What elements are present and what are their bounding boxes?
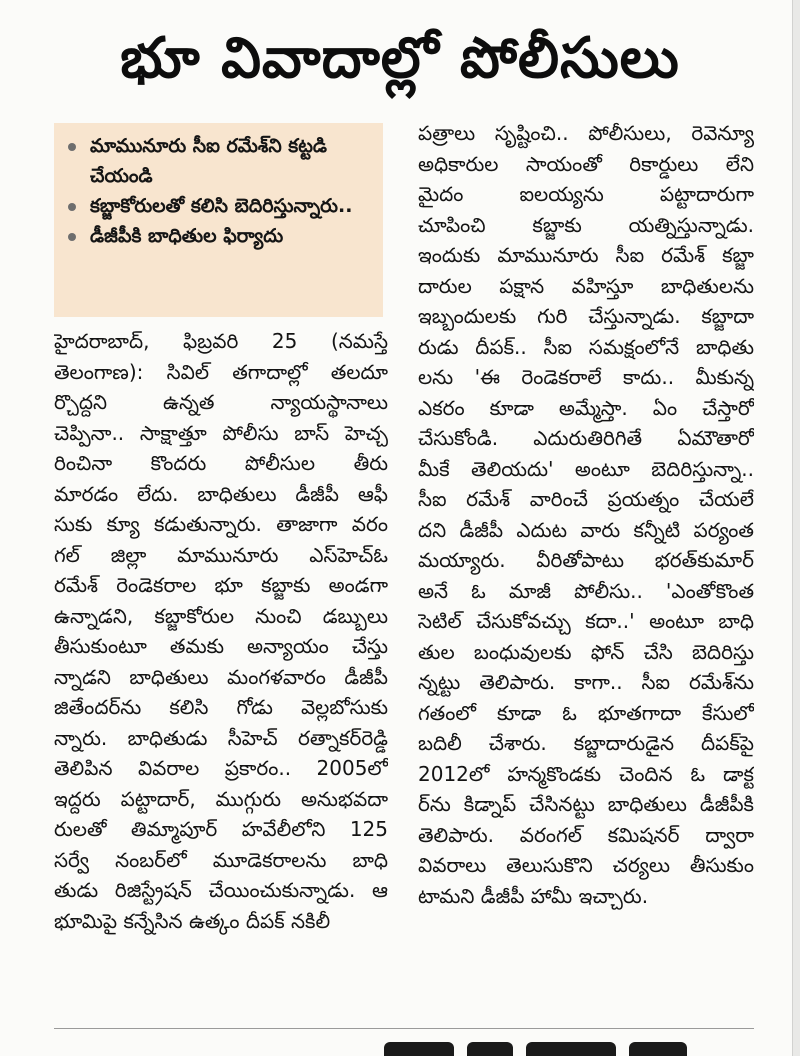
text-line: ఇద్దరు పట్టాదార్, ముగ్గురు అనుభవదా — [54, 786, 388, 811]
text-line: అధికారుల సాయంతో రికార్డులు లేని — [418, 151, 754, 176]
article-headline: భూ వివాదాల్లో పోలీసులు — [120, 26, 680, 91]
article-body-right-column — [418, 118, 754, 911]
text-line: గతంలో కూడా ఓ భూతగాదా కేసులో — [418, 700, 754, 725]
highlight-text: డీజీపీకి బాధితుల ఫిర్యాదు — [90, 225, 284, 247]
text-line: గల్ జిల్లా మామునూరు ఎస్‌హెచ్‌ఓ — [54, 542, 388, 567]
text-line: చెప్పినా.. సాక్షాత్తూ పోలీసు బాస్ హెచ్చ — [54, 420, 388, 445]
text-line: తెలిపారు. వరంగల్ కమిషనర్ ద్వారా — [418, 822, 754, 847]
highlight-item — [66, 131, 373, 191]
text-line: మైదం ఐలయ్యను పట్టాదారుగా — [418, 182, 754, 206]
text-line: తుల బంధువులకు ఫోన్ చేసి బెదిరిస్తు — [418, 639, 754, 664]
text-line: రుడు దీపక్.. సీఐ సమక్షంలోనే బాధితు — [418, 334, 754, 359]
text-line: సీఐ రమేశ్ వారించే ప్రయత్నం చేయలే — [418, 487, 754, 511]
next-article-headline-fragment — [384, 1042, 764, 1056]
text-line: ఉన్నాడని, కబ్జాకోరుల నుంచి డబ్బులు — [54, 603, 388, 628]
text-line: న్నాడని బాధితులు మంగళవారం డీజీపీ — [54, 664, 388, 689]
glyph-fragment — [526, 1042, 616, 1056]
bullet-icon — [68, 233, 76, 241]
glyph-fragment — [467, 1042, 513, 1056]
text-line: న్నారు. బాధితుడు సీహెచ్ రత్నాకర్‌రెడ్డి — [54, 725, 388, 750]
highlight-text: కబ్జాకోరులతో కలిసి బెదిరిస్తున్నారు.. — [90, 195, 353, 217]
text-line: రమేశ్ రెండెకరాల భూ కబ్జాకు అండగా — [54, 573, 388, 597]
bullet-icon — [68, 203, 76, 211]
text-line: పత్రాలు సృష్టించి.. పోలీసులు, రెవెన్యూ — [418, 121, 754, 145]
text-line: హైదరాబాద్, ఫిబ్రవరి 25 (నమస్తే — [54, 329, 388, 353]
text-line: చేసుకోండి. ఎదురుతిరిగితే ఏమౌతారో — [418, 426, 754, 450]
text-line: న్నట్టు తెలిపారు. కాగా.. సీఐ రమేశ్‌ను — [418, 670, 754, 694]
text-line: మీకే తెలియదు' అంటూ బెదిరిస్తున్నా.. — [418, 456, 754, 481]
text-line: తెలంగాణ): సివిల్ తగాదాల్లో తలదూ — [54, 359, 388, 384]
text-line: రులతో తిమ్మాపూర్ హవేలీలోని 125 — [54, 817, 388, 841]
text-line: జితేందర్‌ను కలిసి గోడు వెల్లబోసుకు — [54, 695, 388, 719]
text-line: సెటిల్ చేసుకోవచ్చు కదా..' అంటూ బాధి — [418, 609, 754, 633]
text-line: ర్చొద్దని ఉన్నత న్యాయస్థానాలు — [54, 390, 388, 414]
text-line: ఇబ్బందులకు గురి చేస్తున్నాడు. కబ్జాదా — [418, 304, 754, 328]
text-line: భూమిపై కన్నేసిన ఉత్కం దీపక్ నకిలీ — [54, 908, 331, 933]
text-line: 2012లో హన్మకొండకు చెందిన ఓ డాక్ట — [418, 761, 754, 786]
highlight-item — [66, 191, 373, 221]
glyph-fragment — [629, 1042, 687, 1056]
text-line: ఇందుకు మామునూరు సీఐ రమేశ్ కబ్జా — [418, 243, 754, 267]
text-line: దారుల పక్షాన వహిస్తూ బాధితులను — [418, 273, 754, 298]
text-line: తుడు రిజిస్ట్రేషన్ చేయించుకున్నాడు. ఆ — [54, 878, 388, 902]
highlight-item — [66, 221, 373, 251]
page-edge — [792, 0, 800, 1056]
text-line: సర్వే నంబర్‌లో మూడెకరాలను బాధి — [54, 847, 388, 872]
article-body-left-column — [54, 326, 388, 936]
text-line: టామని డీజీపీ హామీ ఇచ్చారు. — [418, 883, 649, 908]
text-line: లను 'ఈ రెండెకరాలే కాదు.. మీకున్న — [418, 365, 754, 389]
highlight-text: మామునూరు సీఐ రమేశ్‌ని కట్టడి చేయండి — [90, 135, 327, 187]
text-line: దని డీజీపీ ఎదుట వారు కన్నీటి పర్యంత — [418, 517, 754, 542]
text-line: చూపించి కబ్జాకు యత్నిస్తున్నాడు. — [418, 212, 754, 237]
divider — [54, 1028, 754, 1029]
text-line: ఎకరం కూడా అమ్మేస్తా. ఏం చేస్తారో — [418, 395, 754, 420]
bullet-icon — [68, 143, 76, 151]
text-line: సుకు క్యూ కడుతున్నారు. తాజాగా వరం — [54, 512, 388, 536]
text-line: అనే ఓ మాజీ పోలీసు.. 'ఎంతోకొంత — [418, 578, 754, 603]
text-line: రించినా కొందరు పోలీసుల తీరు — [54, 451, 388, 475]
glyph-fragment — [384, 1042, 454, 1056]
highlights-box — [54, 123, 383, 317]
text-line: ర్‌ను కిడ్నాప్ చేసినట్టు బాధితులు డీజీపీకి — [418, 792, 754, 816]
text-line: వివరాలు తెలుసుకొని చర్యలు తీసుకుం — [418, 853, 754, 877]
text-line: తీసుకుంటూ తమకు అన్యాయం చేస్తు — [54, 634, 388, 658]
text-line: మారడం లేదు. బాధితులు డీజీపీ ఆఫీ — [54, 481, 388, 506]
text-line: బదిలీ చేశారు. కబ్జాదారుడైన దీపక్‌పై — [418, 731, 754, 755]
text-line: తెలిపిన వివరాల ప్రకారం.. 2005లో — [54, 756, 388, 780]
text-line: మయ్యారు. వీరితోపాటు భరత్‌కుమార్ — [418, 548, 754, 572]
